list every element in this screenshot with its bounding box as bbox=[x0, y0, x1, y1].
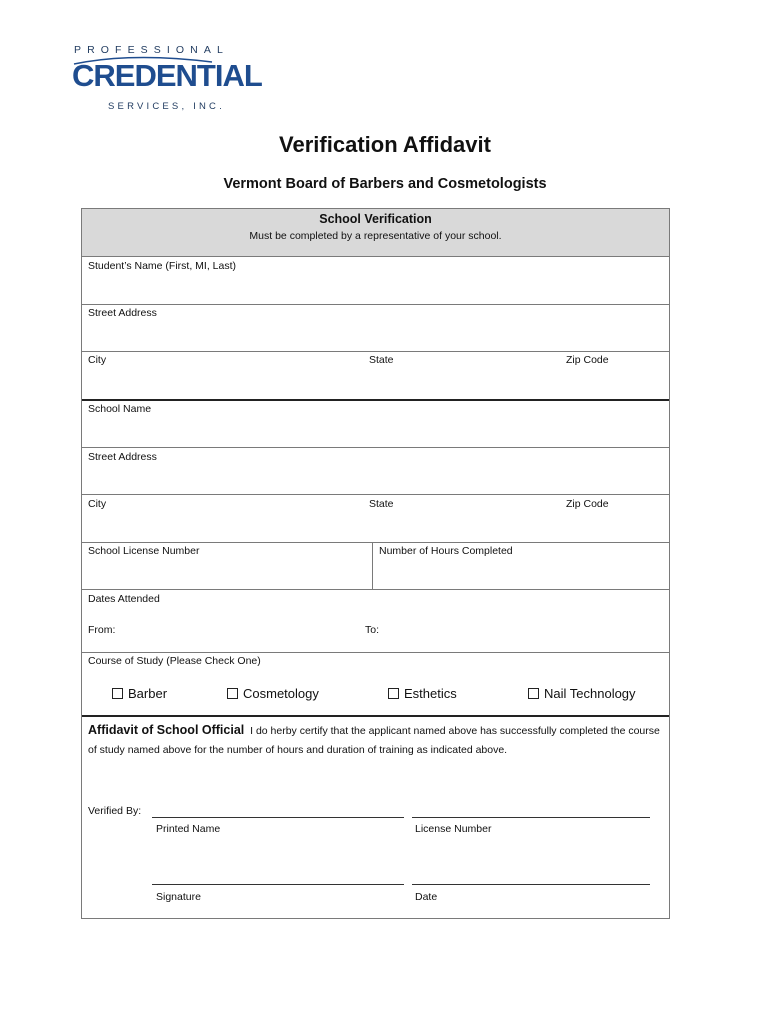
section-note: Must be completed by a representative of your school. bbox=[249, 230, 502, 242]
checkbox-nail-technology[interactable] bbox=[528, 686, 636, 701]
student-state-field[interactable]: State bbox=[369, 354, 394, 366]
document-title: Verification Affidavit bbox=[279, 132, 491, 157]
date-line[interactable] bbox=[412, 884, 650, 885]
checkbox-label: Cosmetology bbox=[243, 686, 319, 701]
hours-completed-field[interactable]: Number of Hours Completed bbox=[379, 545, 513, 557]
checkbox-label: Nail Technology bbox=[544, 686, 636, 701]
verification-form bbox=[81, 208, 670, 919]
signature-label: Signature bbox=[156, 891, 201, 903]
divider bbox=[82, 351, 669, 352]
school-zip-field[interactable]: Zip Code bbox=[566, 498, 609, 510]
course-of-study-label: Course of Study (Please Check One) bbox=[88, 655, 261, 667]
printed-name-label: Printed Name bbox=[156, 823, 221, 835]
section-header bbox=[82, 209, 669, 257]
date-from-field[interactable]: From: bbox=[88, 624, 116, 636]
divider bbox=[82, 447, 669, 448]
license-number-label: License Number bbox=[415, 823, 492, 835]
student-name-field[interactable]: Student’s Name (First, MI, Last) bbox=[88, 260, 237, 272]
school-name-field[interactable]: School Name bbox=[88, 403, 152, 415]
checkbox-icon bbox=[112, 688, 123, 699]
date-to-field[interactable]: To: bbox=[365, 624, 380, 636]
student-zip-field[interactable]: Zip Code bbox=[566, 354, 609, 366]
divider bbox=[82, 494, 669, 495]
signature-line[interactable] bbox=[152, 884, 404, 885]
company-logo bbox=[72, 44, 262, 114]
section-heading: School Verification bbox=[319, 212, 432, 226]
school-state-field[interactable]: State bbox=[369, 498, 394, 510]
checkbox-barber[interactable] bbox=[112, 686, 167, 701]
checkbox-icon bbox=[227, 688, 238, 699]
divider bbox=[82, 304, 669, 305]
student-street-field[interactable]: Street Address bbox=[88, 307, 157, 319]
divider bbox=[82, 542, 669, 543]
checkbox-label: Esthetics bbox=[404, 686, 457, 701]
logo-top-text: PROFESSIONAL bbox=[74, 44, 229, 56]
logo-main-text: CREDENTIAL bbox=[72, 58, 262, 93]
checkbox-icon bbox=[528, 688, 539, 699]
date-label: Date bbox=[415, 891, 438, 903]
student-city-field[interactable]: City bbox=[88, 354, 107, 366]
dates-attended-label: Dates Attended bbox=[88, 593, 160, 605]
checkbox-cosmetology[interactable] bbox=[227, 686, 319, 701]
divider bbox=[372, 542, 373, 590]
affidavit-statement bbox=[88, 721, 663, 760]
school-street-field[interactable]: Street Address bbox=[88, 451, 157, 463]
section-divider bbox=[82, 715, 669, 717]
license-number-line[interactable] bbox=[412, 817, 650, 818]
document-subtitle: Vermont Board of Barbers and Cosmetologists bbox=[223, 176, 547, 192]
verified-by-label: Verified By: bbox=[88, 805, 142, 817]
school-license-field[interactable]: School License Number bbox=[88, 545, 200, 557]
checkbox-esthetics[interactable] bbox=[388, 686, 457, 701]
school-city-field[interactable]: City bbox=[88, 498, 107, 510]
affidavit-heading: Affidavit of School Official bbox=[88, 723, 245, 737]
checkbox-icon bbox=[388, 688, 399, 699]
section-divider bbox=[82, 399, 669, 401]
divider bbox=[82, 589, 669, 590]
logo-bottom-text: SERVICES, INC. bbox=[108, 101, 225, 112]
affidavit-text: I do herby certify that the applicant named above has successfully completed the course of study named above for the number of hours and duration of training as indicated above. bbox=[88, 725, 660, 756]
divider bbox=[82, 652, 669, 653]
checkbox-label: Barber bbox=[128, 686, 168, 701]
printed-name-line[interactable] bbox=[152, 817, 404, 818]
